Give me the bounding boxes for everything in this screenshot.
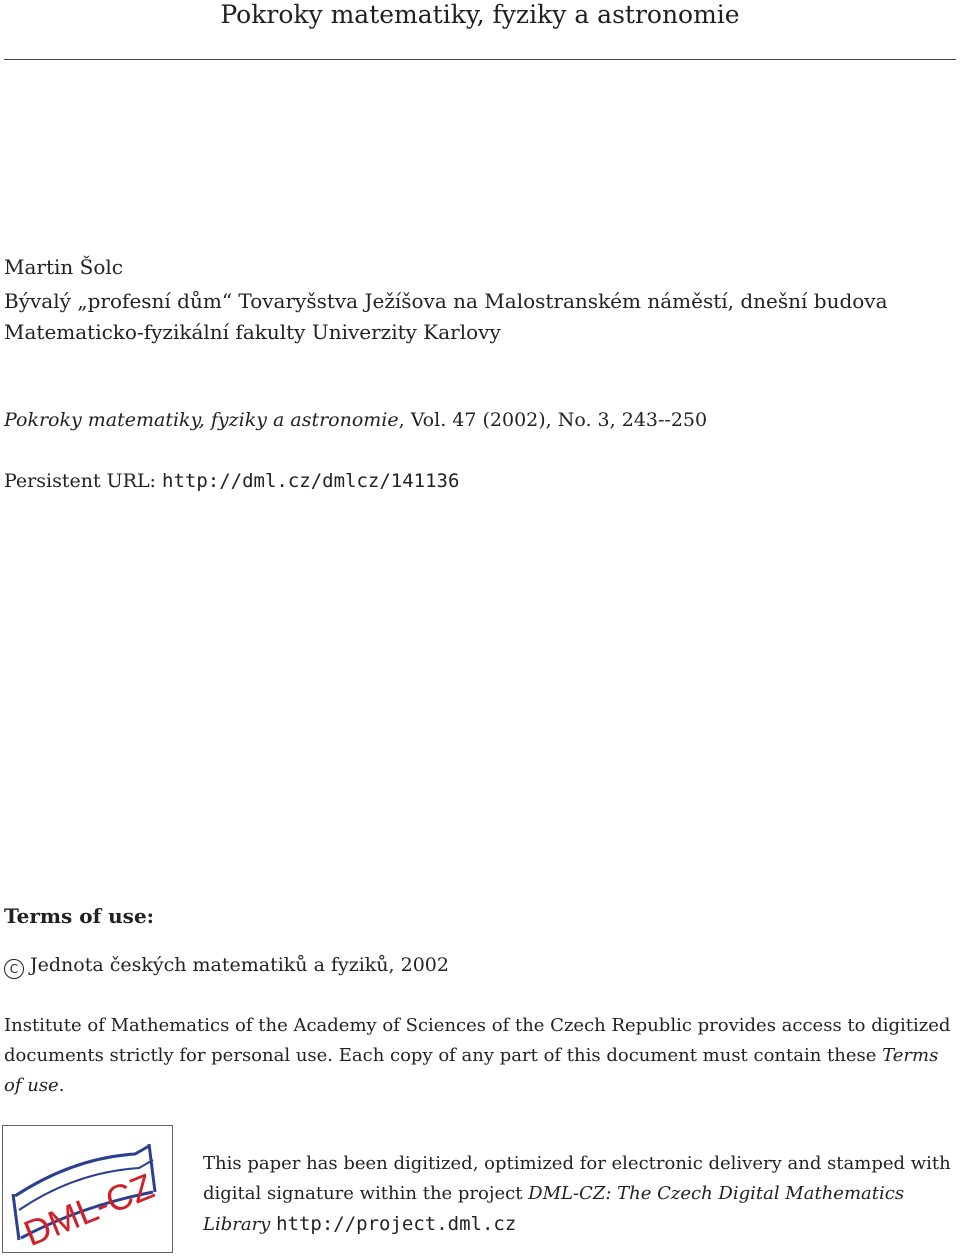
- header-divider: [4, 59, 956, 60]
- terms-notice-end: .: [58, 1075, 65, 1096]
- terms-notice-emph: Terms of use: [4, 1045, 939, 1096]
- terms-notice-text: Institute of Mathematics of the Academy of Sciences of the Czech Republic provides access to digitized documents strictly for personal use. Each copy of any part of this document must contain these: [4, 1015, 951, 1066]
- citation-journal: Pokroky matematiky, fyziky a astronomie: [4, 409, 399, 431]
- persistent-url-label: Persistent URL:: [4, 470, 163, 492]
- terms-heading: Terms of use:: [4, 904, 155, 928]
- citation-details: , Vol. 47 (2002), No. 3, 243--250: [398, 409, 708, 431]
- digitization-text: This paper has been digitized, optimized for electronic delivery and stamped with digital signature within the project: [203, 1153, 951, 1204]
- digitization-note: [203, 1149, 955, 1240]
- citation: [4, 407, 707, 433]
- project-name: DML-CZ: The Czech Digital Mathematics Library: [203, 1183, 905, 1235]
- persistent-url-link[interactable]: http://dml.cz/dmlcz/141136: [162, 470, 460, 492]
- dml-cz-logo-icon: [3, 1126, 171, 1251]
- logo-text: DML-CZ: [18, 1165, 160, 1251]
- author-name: Martin Šolc: [4, 255, 123, 279]
- copyright-icon: C: [4, 959, 24, 979]
- article-title-line-2: Matematicko-fyzikální fakulty Univerzity Karlovy: [4, 320, 501, 344]
- copyright-line: [4, 952, 449, 979]
- article-title-line-1: Bývalý „profesní dům“ Tovaryšstva Ježíšova na Malostranském náměstí, dnešní budova: [4, 289, 888, 313]
- copyright-holder: Jednota českých matematiků a fyziků, 2002: [30, 954, 449, 976]
- persistent-url-line: [4, 468, 459, 494]
- project-url-link[interactable]: http://project.dml.cz: [276, 1213, 517, 1235]
- terms-notice: [4, 1011, 954, 1101]
- dml-cz-logo: [2, 1125, 173, 1253]
- journal-header-title: Pokroky matematiky, fyziky a astronomie: [220, 0, 740, 29]
